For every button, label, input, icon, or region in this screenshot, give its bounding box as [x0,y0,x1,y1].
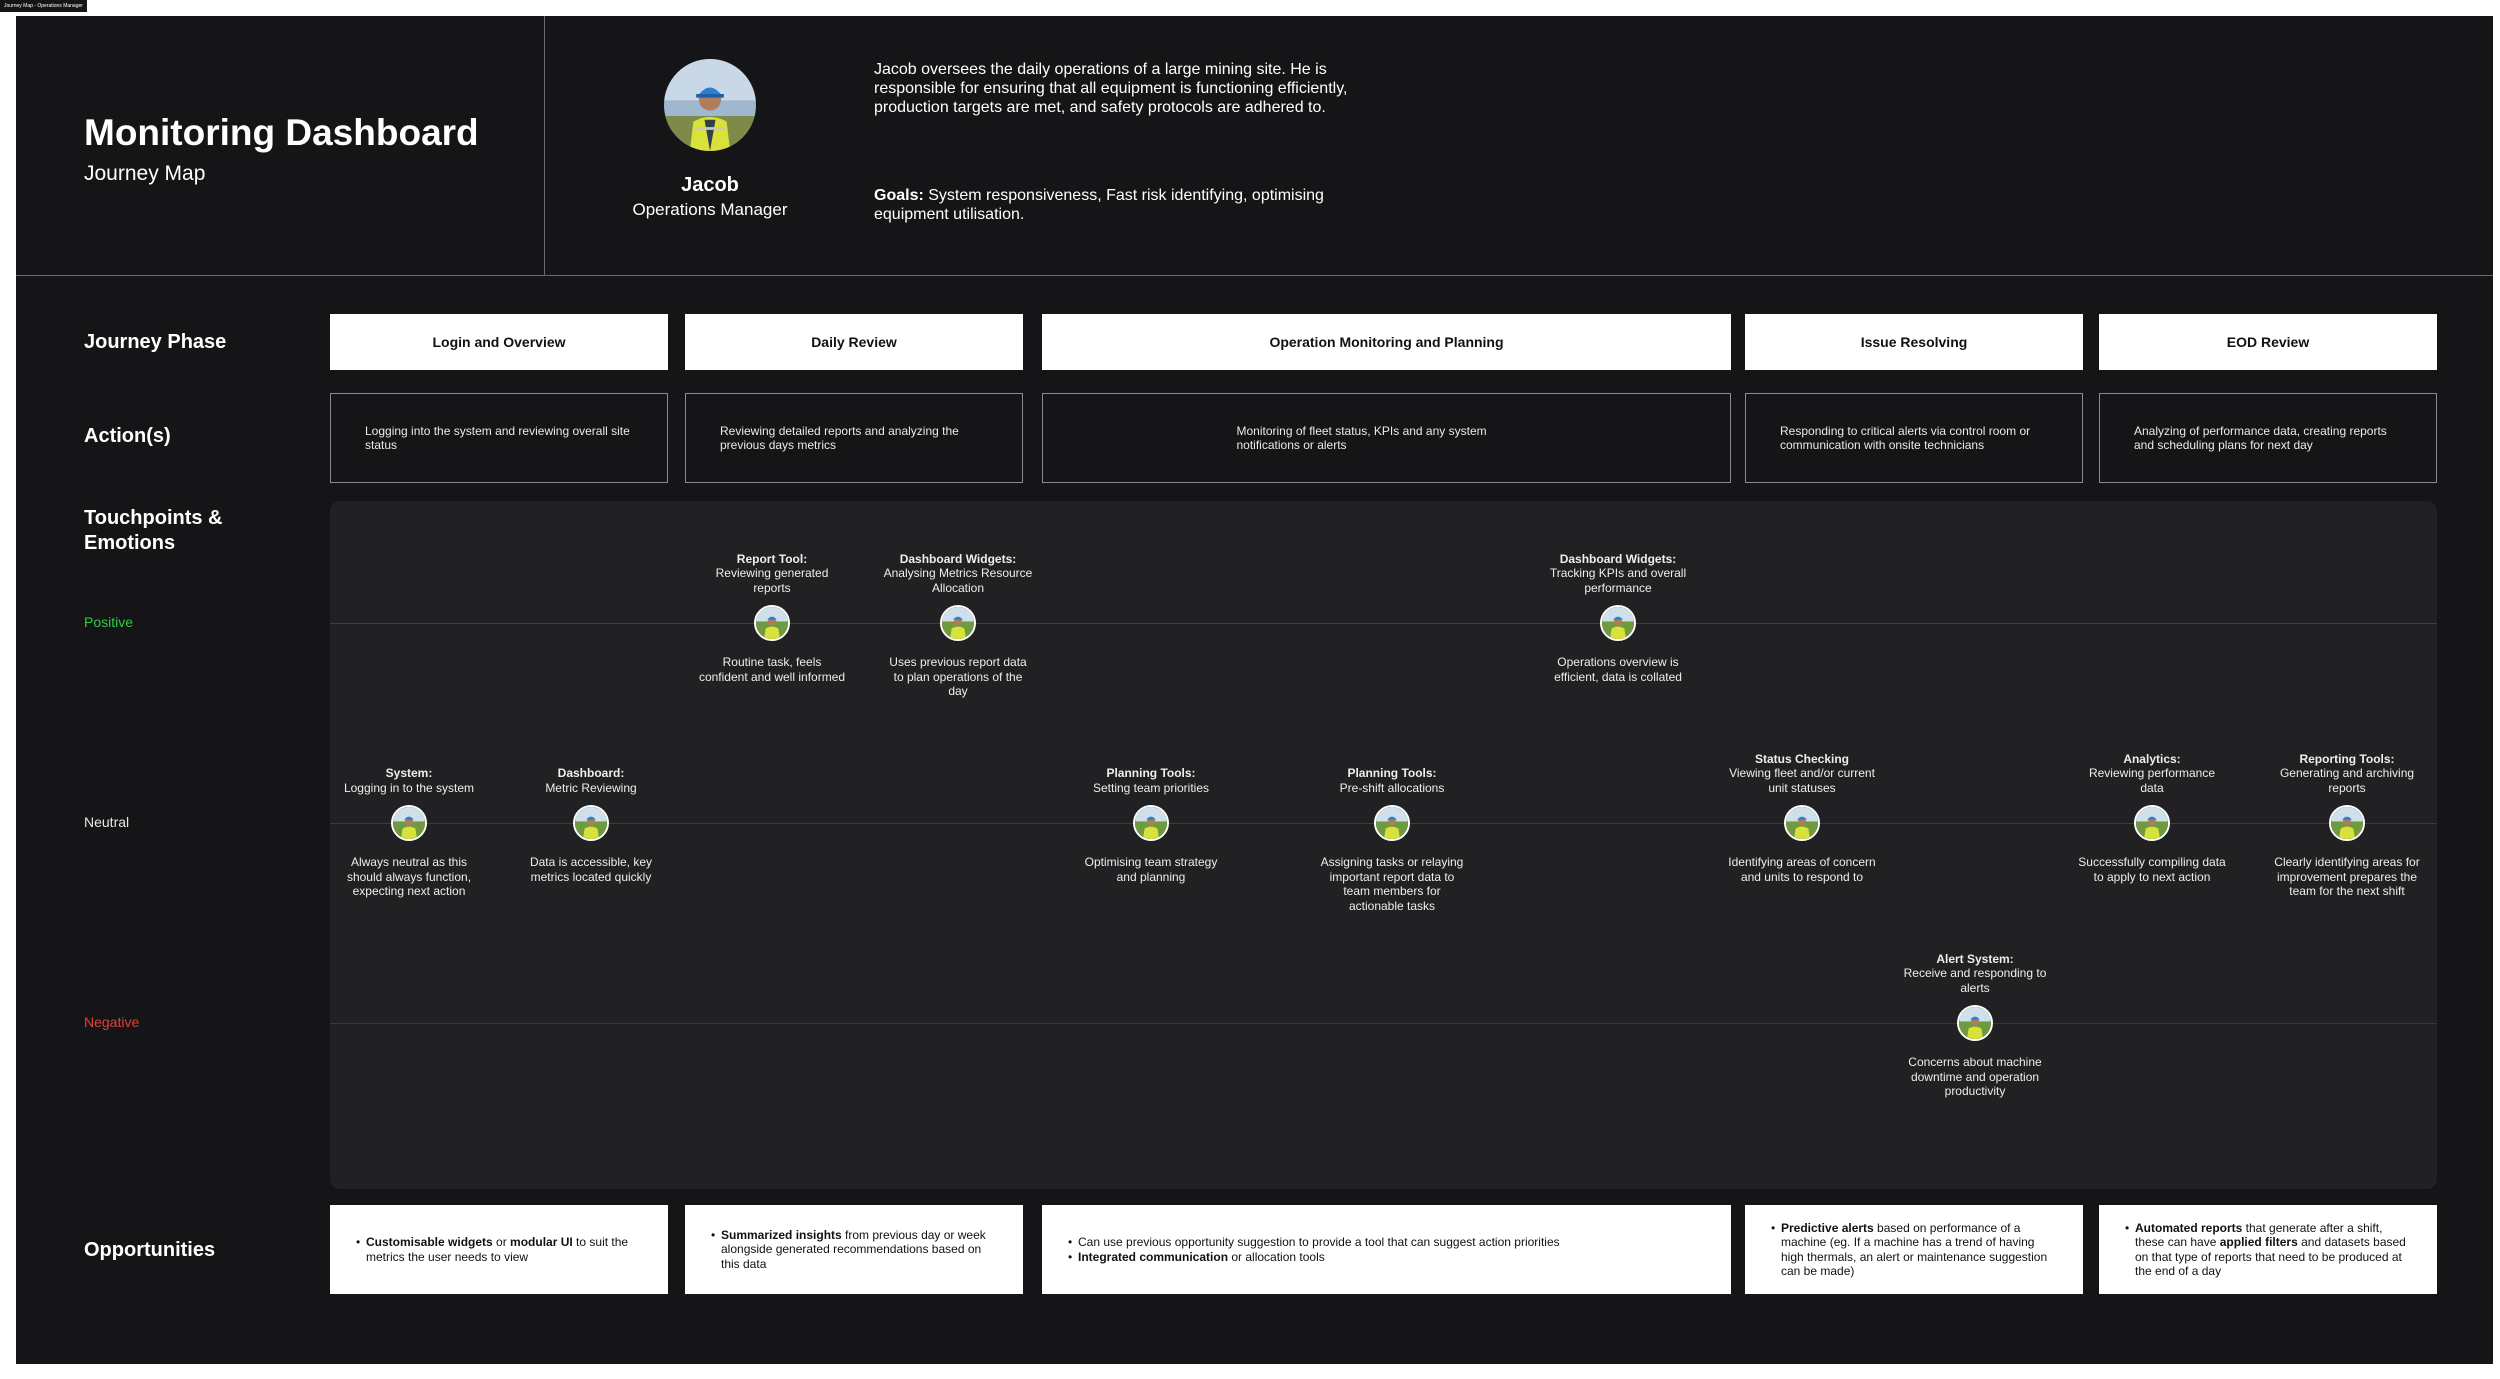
phase-3: Operation Monitoring and Planning [1042,314,1731,370]
opportunity-item [2125,1221,2413,1279]
persona-goals [874,186,1384,224]
persona-avatar-icon [754,605,790,641]
page-title: Monitoring Dashboard [84,112,479,153]
action-1 [330,393,668,483]
action-text: Logging into the system and reviewing overall site status [365,424,630,452]
touchpoint-description: Logging in to the system [343,780,475,795]
touchpoint-title: Status Checking [1754,751,1850,766]
opportunity-item [1068,1250,1560,1265]
page-subtitle: Journey Map [84,162,206,185]
touchpoint-label [1076,766,1226,795]
goals-label: Goals: [874,187,924,204]
opportunity-text: to suit the metrics the user needs to view [366,1235,629,1264]
action-2 [685,393,1023,483]
touchpoint-label [334,766,484,795]
touchpoint-label [1317,766,1467,795]
action-text: Responding to critical alerts via control room or communication with onsite technicians [1780,424,2031,452]
persona-description: Jacob oversees the daily operations of a large mining site. He is responsible for ensuring that all equipment is functioning efficiently, production targets are met, and safety protocols are adhered to. [874,61,1348,116]
touchpoint-emotion: Uses previous report data to plan operations of the day [889,655,1027,698]
persona-avatar-icon [2134,805,2170,841]
touchpoint-title: Dashboard Widgets: [899,551,1017,566]
action-5 [2099,393,2437,483]
touchpoint-emotion: Data is accessible, key metrics located quickly [529,855,653,884]
opportunity-list [356,1235,644,1264]
opportunity-highlight: modular UI [510,1235,573,1249]
touchpoint-description: Receive and responding to alerts [1903,966,2047,995]
opportunity-text: from previous day or week alongside generated recommendations based on this data [721,1227,986,1271]
header-divider [544,16,545,276]
touchpoint-description: Viewing fleet and/or current unit statuses [1729,766,1875,795]
opportunity-text: based on performance of a machine (eg. If a machine has a trend of having high thermals, an alert or maintenance suggestion can be made) [1781,1220,2048,1278]
touchpoint-label [516,766,666,795]
persona-avatar-icon [2329,805,2365,841]
touchpoint-description: Generating and archiving reports [2279,766,2415,795]
action-3 [1042,393,1731,483]
opportunity-5 [2099,1205,2437,1294]
touchpoint-label [697,552,847,596]
opportunity-highlight: Predictive alerts [1781,1220,1874,1235]
touchpoint-emotion: Always neutral as this should always function, expecting next action [346,855,472,898]
negative-line [330,1023,2437,1024]
touchpoint-emotion: Assigning tasks or relaying important report data to team members for actionable tasks [1320,855,1464,913]
opportunity-4 [1745,1205,2083,1294]
touchpoints-panel [330,501,2437,1189]
persona-name: Jacob [681,174,739,196]
persona-avatar-icon [573,805,609,841]
touchpoint-description: Reviewing generated reports [715,566,829,595]
persona-avatar-icon [1600,605,1636,641]
touchpoint-emotion: Identifying areas of concern and units to respond to [1728,855,1876,884]
touchpoint-emotion: Clearly identifying areas for improvement prepares the team for the next shift [2274,855,2420,898]
touchpoint-title: System: [385,766,433,780]
positive-line [330,623,2437,624]
touchpoint-emotion: Successfully compiling data to apply to next action [2078,855,2226,884]
touchpoint-emotion: Optimising team strategy and planning [1084,855,1218,884]
touchpoint-title: Reporting Tools: [2299,751,2395,766]
frame-tag: Journey Map - Operations Manager [0,0,87,12]
opportunity-highlight: Summarized insights [721,1227,842,1242]
touchpoint-emotion: Routine task, feels confident and well informed [698,655,846,684]
touchpoint-label [1727,752,1877,796]
phase-2: Daily Review [685,314,1023,370]
touchpoint-title: Dashboard: [557,766,625,780]
opportunity-text: or allocation tools [1228,1249,1325,1264]
touchpoint-description: Analysing Metrics Resource Allocation [883,566,1033,595]
touchpoint-title: Analytics: [2123,751,2181,766]
action-text: Reviewing detailed reports and analyzing the previous days metrics [720,424,959,452]
touchpoint-label [2272,752,2422,796]
journey-map-board [16,16,2493,1364]
header [16,16,2493,276]
opportunity-text: and datasets based on that type of reports that need to be produced at the end of a day [2135,1235,2406,1278]
row-label-touchpoints: Touchpoints & Emotions [84,507,223,554]
persona-avatar-icon [391,805,427,841]
persona-avatar-icon [940,605,976,641]
opportunity-item [711,1228,999,1272]
opportunity-text: or [492,1235,511,1249]
touchpoint-emotion: Concerns about machine downtime and operation productivity [1908,1055,2042,1098]
persona-photo [664,59,756,151]
row-label-journey-phase: Journey Phase [84,331,227,353]
touchpoint-label [883,552,1033,596]
opportunity-highlight: Integrated communication [1078,1249,1229,1264]
touchpoint-title: Report Tool: [736,551,808,566]
touchpoint-label [1543,552,1693,596]
touchpoint-label [2077,752,2227,796]
opportunity-highlight: applied filters [2219,1235,2298,1249]
opportunity-item [1068,1235,1560,1250]
emotion-label-negative: Negative [84,1014,140,1030]
touchpoint-title: Planning Tools: [1347,766,1437,780]
opportunity-highlight: Automated reports [2135,1220,2243,1235]
phase-1: Login and Overview [330,314,668,370]
goals-text: System responsiveness, Fast risk identifying, optimising equipment utilisation. [874,187,1324,223]
touchpoint-title: Dashboard Widgets: [1559,551,1677,566]
action-text: Analyzing of performance data, creating reports and scheduling plans for next day [2134,424,2387,452]
opportunity-3 [1042,1205,1731,1294]
persona-avatar [664,59,756,151]
opportunity-list [1068,1235,1560,1264]
opportunity-highlight: Customisable widgets [366,1235,493,1249]
opportunity-text: that generate after a shift, these can have [2135,1220,2383,1249]
persona-avatar-icon [1374,805,1410,841]
touchpoint-emotion: Operations overview is efficient, data is collated [1554,655,1682,684]
emotion-label-neutral: Neutral [84,814,130,830]
opportunity-text: Can use previous opportunity suggestion to provide a tool that can suggest action priorities [1078,1235,1560,1249]
opportunity-2 [685,1205,1023,1294]
action-4 [1745,393,2083,483]
touchpoint-title: Planning Tools: [1106,766,1196,780]
row-label-actions: Action(s) [84,425,171,447]
emotion-label-positive: Positive [84,614,134,630]
row-label-opportunities: Opportunities [84,1239,216,1261]
touchpoint-description: Tracking KPIs and overall performance [1549,566,1687,595]
opportunity-item [356,1235,644,1264]
opportunity-list [1771,1221,2059,1279]
persona-role: Operations Manager [632,200,788,219]
action-text: Monitoring of fleet status, KPIs and any system notifications or alerts [1236,424,1487,452]
persona-avatar-icon [1133,805,1169,841]
touchpoint-description: Reviewing performance data [2088,766,2216,795]
touchpoint-description: Setting team priorities [1092,780,1210,795]
opportunity-list [2125,1221,2413,1279]
opportunity-1 [330,1205,668,1294]
opportunity-list [711,1228,999,1272]
touchpoint-description: Pre-shift allocations [1339,780,1445,795]
touchpoint-title: Alert System: [1936,951,2014,966]
persona-avatar-icon [1957,1005,1993,1041]
touchpoint-description: Metric Reviewing [545,780,637,795]
touchpoint-label [1900,952,2050,996]
phase-4: Issue Resolving [1745,314,2083,370]
persona-avatar-icon [1784,805,1820,841]
opportunity-item [1771,1221,2059,1279]
phase-5: EOD Review [2099,314,2437,370]
